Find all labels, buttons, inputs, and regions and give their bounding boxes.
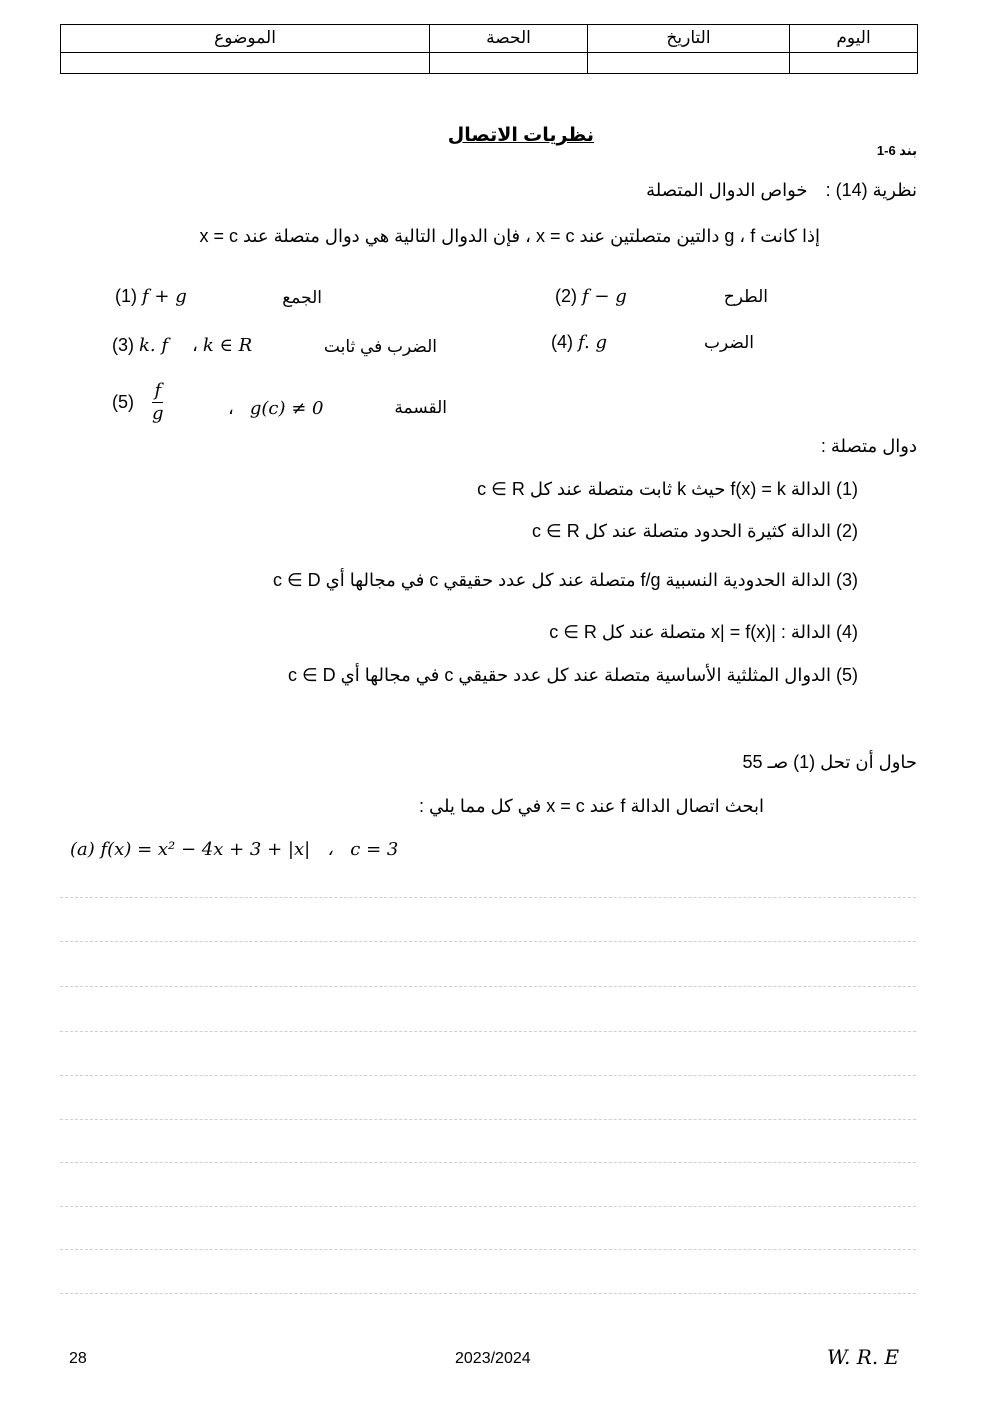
header-period-value	[430, 52, 588, 73]
theorem-statement: إذا كانت g ، f دالتين متصلتين عند x = c ، فإن الدوال التالية هي دوال متصلة عند x = c	[199, 226, 820, 246]
op-5-name: القسمة	[394, 398, 447, 417]
theorem-heading	[646, 180, 917, 201]
page-number: 28	[69, 1350, 87, 1367]
exercise-part-a: (a) f(x) = x² − 4x + 3 + |x| ، c = 3	[70, 839, 399, 860]
op-2: (2) f − g	[555, 286, 627, 307]
author-initials: W. R. E	[827, 1345, 900, 1369]
op-1-expr: f + g	[142, 286, 187, 307]
continuous-item-4: (4) الدالة : |x| = f(x) متصلة عند كل c ∈ R	[549, 622, 858, 642]
op-4: (4) f. g	[551, 332, 608, 353]
header-date-value	[588, 52, 790, 73]
op-4-expr: f. g	[578, 332, 608, 353]
answer-line[interactable]	[60, 1075, 916, 1076]
exercise-instruction: ابحث اتصال الدالة f عند x = c في كل مما يلي :	[418, 796, 764, 816]
op-3-name: الضرب في ثابت	[323, 337, 437, 356]
continuous-heading: دوال متصلة :	[820, 436, 917, 456]
header-subject-value	[61, 52, 430, 73]
answer-line[interactable]	[60, 1162, 916, 1163]
op-3: (3) k. f ، k ∈ R	[112, 335, 253, 356]
page-title: نظريات الاتصال	[447, 125, 594, 146]
theorem-label: نظرية (14) :	[825, 180, 917, 200]
answer-line[interactable]	[60, 897, 916, 898]
answer-line[interactable]	[60, 986, 916, 987]
op-5: (5) $\frac{f}{g}$	[112, 380, 164, 424]
op-5-condition: ، g(c) ≠ 0	[228, 398, 324, 419]
header-period: الحصة	[430, 25, 588, 53]
header-day-value	[790, 52, 918, 73]
section-number: بند 6-1	[876, 143, 917, 158]
op-3-cond: k ∈ R	[202, 335, 253, 356]
header-subject: الموضوع	[61, 25, 430, 53]
continuous-item-2: (2) الدالة كثيرة الحدود متصلة عند كل c ∈ R	[532, 521, 858, 541]
continuous-item-5: (5) الدوال المثلثية الأساسية متصلة عند كل عدد حقيقي c في مجالها أي c ∈ D	[287, 665, 858, 685]
school-year: 2023/2024	[455, 1350, 531, 1367]
op-3-expr: k. f	[139, 335, 169, 356]
exercise-ref: حاول أن تحل (1) صـ 55	[742, 752, 917, 772]
header-day: اليوم	[790, 25, 918, 53]
op-5-fraction: $\frac{f}{g}$	[152, 380, 164, 424]
op-1-name: الجمع	[282, 288, 322, 307]
op-2-name: الطرح	[723, 287, 768, 306]
answer-line[interactable]	[60, 941, 916, 942]
answer-line[interactable]	[60, 1119, 916, 1120]
header-table	[60, 24, 918, 74]
continuous-item-1: (1) الدالة f(x) = k حيث k ثابت متصلة عند كل c ∈ R	[477, 479, 858, 499]
op-5-cond: g(c) ≠ 0	[249, 398, 324, 419]
op-4-name: الضرب	[703, 333, 754, 352]
op-1: (1) f + g	[115, 286, 187, 307]
answer-line[interactable]	[60, 1293, 916, 1294]
op-2-expr: f − g	[582, 286, 627, 307]
answer-line[interactable]	[60, 1031, 916, 1032]
continuous-item-3: (3) الدالة الحدودية النسبية f/g متصلة عند كل عدد حقيقي c في مجالها أي c ∈ D	[272, 570, 858, 590]
header-date: التاريخ	[588, 25, 790, 53]
answer-line[interactable]	[60, 1206, 916, 1207]
answer-line[interactable]	[60, 1249, 916, 1250]
theorem-name: خواص الدوال المتصلة	[646, 180, 808, 200]
